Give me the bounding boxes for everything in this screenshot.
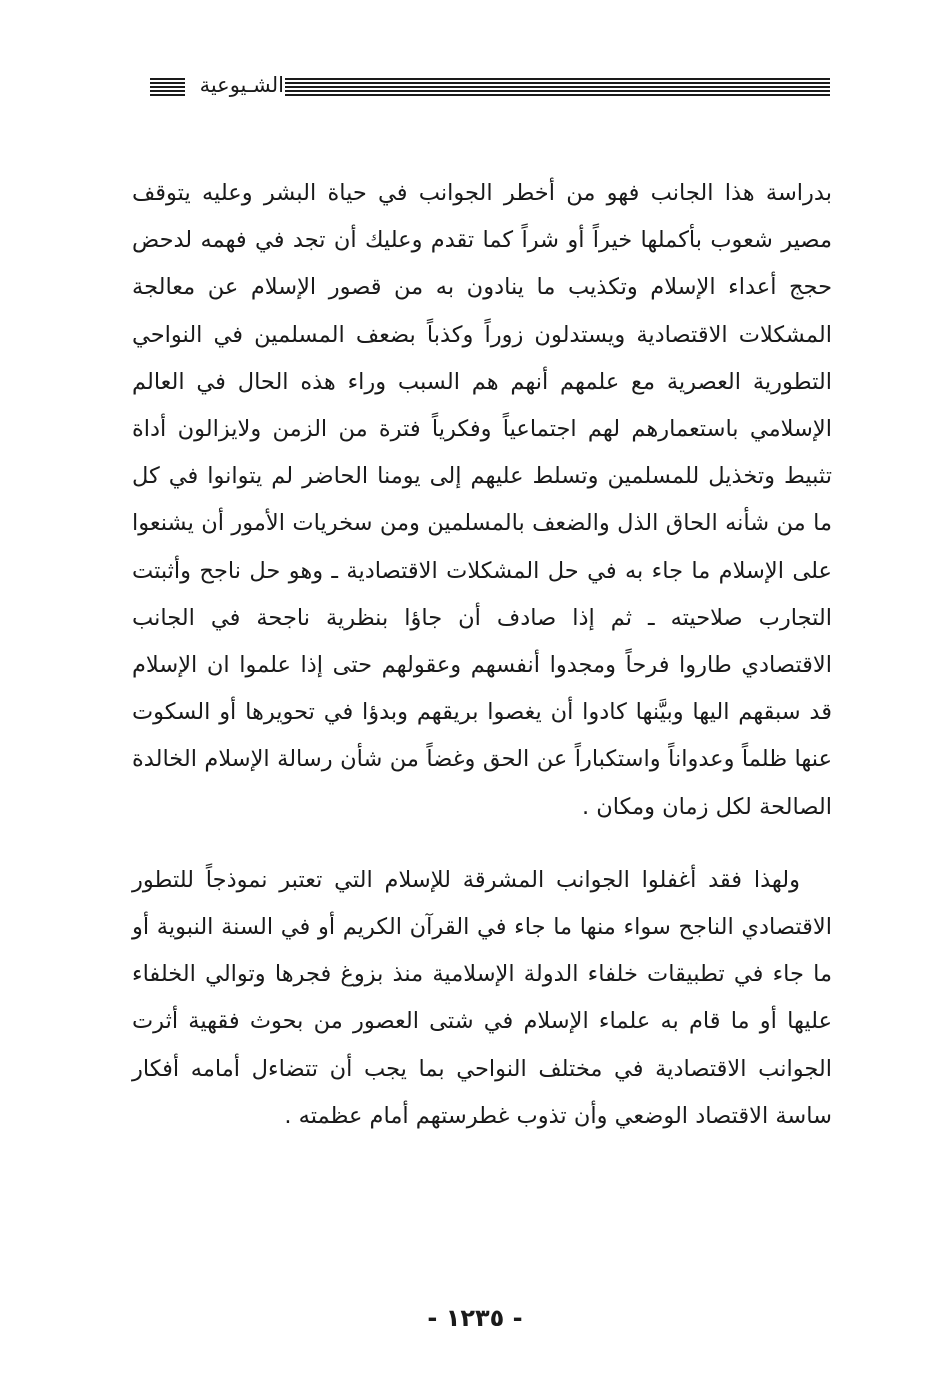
body-text xyxy=(132,170,832,1140)
header-rule-short xyxy=(150,78,185,96)
paragraph: بدراسة هذا الجانب فهو من أخطر الجوانب في حياة البشر وعليه يتوقف مصير شعوب بأكملها خيراً أو شراً كما تقدم وعليك أن تجد في فهمه لدحض حجج أعداء الإسلام وتكذيب ما ينادون به من قصور الإسلام عن معالجة المشكلات الاقتصادية ويستدلون زوراً وكذباً بضعف المسلمين في النواحي التطورية العصرية مع علمهم أنهم هم السبب وراء هذه الحال في العالم الإسلامي باستعمارهم لهم اجتماعياً وفكرياً فترة من الزمن ولايزالون أداة تثبيط وتخذيل للمسلمين وتسلط عليهم إلى يومنا الحاضر لم يتوانوا في كل ما من شأنه الحاق الذل والضعف بالمسلمين ومن سخريات الأمور أن يشنعوا على الإسلام ما جاء به في حل المشكلات الاقتصادية ـ وهو حل ناجح وأثبتت التجارب صلاحيته ـ ثم إذا صادف أن جاؤا بنظرية ناجحة في الجانب الاقتصادي طاروا فرحاً ومجدوا أنفسهم وعقولهم حتى إذا علموا ان الإسلام قد سبقهم اليها وبيَّنها كادوا أن يغصوا بريقهم وبدؤا في تحويرها أو السكوت عنها ظلماً وعدواناً واستكباراً عن الحق وغضاً من شأن رسالة الإسلام الخالدة الصالحة لكل زمان ومكان . xyxy=(132,180,832,820)
header-rule-long xyxy=(285,78,830,96)
running-title: الشـيوعية xyxy=(199,73,284,97)
paragraph: ولهذا فقد أغفلوا الجوانب المشرقة للإسلام التي تعتبر نموذجاً للتطور الاقتصادي الناجح سواء منها ما جاء في القرآن الكريم أو في السنة النبوية أو ما جاء في تطبيقات خلفاء الدولة الإسلامية منذ بزوغ فجرها وتوالي الخلفاء عليها أو ما قام به علماء الإسلام في شتى العصور من بحوث فقهية أثرت الجوانب الاقتصادية في مختلف النواحي بما يجب أن تتضاءل أمامه أفكار ساسة الاقتصاد الوضعي وأن تذوب غطرستهم أمام عظمته . xyxy=(132,866,832,1129)
page-number: - ١٢٣٥ - xyxy=(427,1304,523,1332)
running-header xyxy=(150,70,830,106)
